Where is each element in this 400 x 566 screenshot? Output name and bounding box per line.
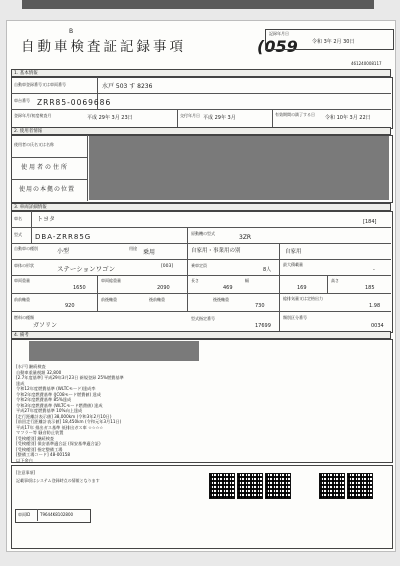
maker-value: トヨタ: [37, 216, 56, 223]
note-line: 自動車重量税額 32,800: [16, 369, 62, 375]
issue-date-value: 令和 3年 2月 30日: [312, 39, 355, 45]
body-shape-label: 車体の形状: [14, 263, 34, 268]
capacity-label: 乗車定員: [191, 263, 207, 268]
note-line: マフラー等 騒音防止装置: [16, 430, 64, 435]
note-line: 令和12年度燃費基準 (WLTCモード)達成率: [16, 386, 96, 391]
redacted-notes-header: [29, 341, 199, 361]
max-load-value: -: [373, 267, 375, 273]
engine-model-value: 3ZR: [239, 234, 252, 241]
qr-code-3-icon: [265, 473, 291, 499]
height-value: 185: [365, 285, 375, 291]
width-value: 169: [297, 285, 307, 291]
section-2-heading: 2. 使用者情報: [11, 127, 391, 135]
registration-number-value: 水戸 503 す 8236: [102, 83, 153, 90]
type-number-label: 型式指定番号: [191, 316, 215, 321]
vehicle-weight-label: 車両重量: [14, 278, 30, 283]
qr-code-2-icon: [237, 473, 263, 499]
gross-weight-label: 車両総重量: [101, 278, 121, 283]
section-3-heading: 3. 車両詳細情報: [11, 203, 391, 211]
section-4-heading: 4. 備考: [11, 331, 391, 339]
model-value: DBA-ZRR85G: [35, 233, 92, 241]
front-front-axle-value: 920: [65, 303, 75, 309]
issue-date-label: 記録年月日: [269, 31, 289, 36]
note-line: 平成27年度燃費基準 10%向上達成: [16, 408, 83, 413]
caution-line: 記載事項はシステム登録時点の情報となります: [16, 478, 100, 483]
note-line: [走行距離計表示値] 38,000km (令和3年2月10日): [16, 413, 112, 419]
height-label: 高さ: [331, 278, 339, 283]
expiry-date-label: 有効期間の満了する日: [275, 112, 315, 117]
handwritten-number: (059: [257, 37, 298, 56]
qr-code-5-icon: [347, 473, 373, 499]
note-line: 平成17年 排出ガス基準 低排出ガス車 ☆☆☆☆: [16, 424, 104, 430]
gross-weight-value: 2090: [157, 285, 170, 291]
document-title: 自動車検査証記録事項: [21, 39, 186, 55]
base-location-label: 使用の本拠の位置: [19, 186, 76, 193]
category-number-value: 0034: [371, 323, 384, 329]
capacity-value: 8人: [263, 267, 272, 273]
issue-date-field-value: 平成 29年 3月: [203, 115, 236, 121]
length-label: 長さ: [191, 278, 199, 283]
vehicle-weight-value: 1650: [73, 285, 86, 291]
body-shape-code: [003]: [161, 264, 174, 269]
front-rear-axle-label: 前後軸重: [101, 297, 117, 302]
fuel-type-label: 燃料の種類: [14, 315, 34, 320]
section-1-heading: 1. 基本情報: [11, 69, 391, 77]
qr-code-1-icon: [209, 473, 235, 499]
registration-number-label: 自動車登録番号又は車両番号: [14, 82, 66, 87]
issue-date-field-label: 交付年月日: [180, 113, 200, 118]
displacement-label: 総排気量又は定格出力: [283, 296, 323, 301]
use-value: 乗用: [143, 249, 156, 256]
note-line: [受検種別] 指定整備工場: [16, 446, 63, 452]
vehicle-id-label: 車両ID: [18, 512, 31, 517]
owner-address-label: 使用者の住所: [21, 164, 70, 171]
front-front-axle-label: 前前軸重: [14, 297, 30, 302]
category-number-label: 類別区分番号: [283, 315, 307, 320]
note-line: [2.7年度基準] 平成29年3月23日 新規登録 25%燃費基準: [16, 375, 124, 380]
qr-code-4-icon: [319, 473, 345, 499]
maker-label: 車名: [14, 216, 22, 221]
width-label: 幅: [245, 278, 249, 283]
page-mark: B: [69, 28, 74, 35]
fuel-type-value: ガソリン: [33, 322, 58, 329]
note-line: [受検種別] 継続検査: [16, 435, 55, 441]
vehicle-kind-label: 自動車の種別: [14, 246, 38, 251]
chassis-number-label: 車台番号: [14, 98, 30, 103]
private-business-label: 自家用・事業用の別: [191, 248, 241, 254]
rear-front-axle-label: 後前軸重: [149, 297, 165, 302]
expiry-date-value: 令和 10年 3月 22日: [325, 115, 371, 121]
chassis-number-value: ZRR85-0069686: [37, 98, 112, 107]
type-number-value: 17699: [255, 323, 271, 329]
note-line: 令和2年度燃費基準 (JC08モード燃費値) 達成: [16, 391, 101, 397]
maker-code: [184]: [363, 219, 377, 225]
private-business-value: 自家用: [285, 249, 302, 255]
note-line: [整備工場コード] 48-00158: [16, 452, 71, 457]
length-value: 469: [223, 285, 233, 291]
document-number: 461240008117: [351, 61, 382, 66]
note-line: 令和2年度燃費基準 85%達成: [16, 397, 72, 402]
vehicle-kind-value: 小型: [57, 248, 70, 255]
note-line: [水戸] 継続検査: [16, 364, 46, 369]
note-line: 達成: [16, 380, 25, 386]
first-registration-label: 登録年月/初度検査月: [14, 113, 52, 118]
rear-rear-axle-label: 後後軸重: [213, 297, 229, 302]
note-line: [受検種別] 保安基準適合証 (保安基準適合証): [16, 441, 101, 446]
note-line: 令和3年度燃費基準 (WLTCモード燃費値) 達成: [16, 402, 103, 408]
vehicle-inspection-certificate: [6, 20, 396, 552]
caution-heading: [注意事項]: [16, 470, 36, 475]
body-shape-value: ステーションワゴン: [57, 265, 116, 273]
note-line: [前回走行距離計表示値] 18,450km (令和元年3月11日): [16, 419, 122, 424]
vehicle-id-value: T9644K8102800: [40, 512, 74, 517]
max-load-label: 最大積載量: [283, 262, 303, 267]
displacement-value: 1.98: [369, 303, 381, 309]
rear-rear-axle-value: 730: [255, 303, 265, 309]
scanner-top-bar: [22, 0, 374, 9]
note-line: 以下余白: [16, 457, 33, 463]
redacted-owner-info: [89, 136, 389, 200]
first-registration-value: 平成 29年 3月 23日: [87, 115, 133, 121]
model-label: 型式: [14, 232, 22, 237]
engine-model-label: 原動機の型式: [191, 231, 215, 236]
use-label: 用途: [129, 246, 137, 251]
owner-name-label: 使用者の氏名又は名称: [14, 142, 54, 147]
